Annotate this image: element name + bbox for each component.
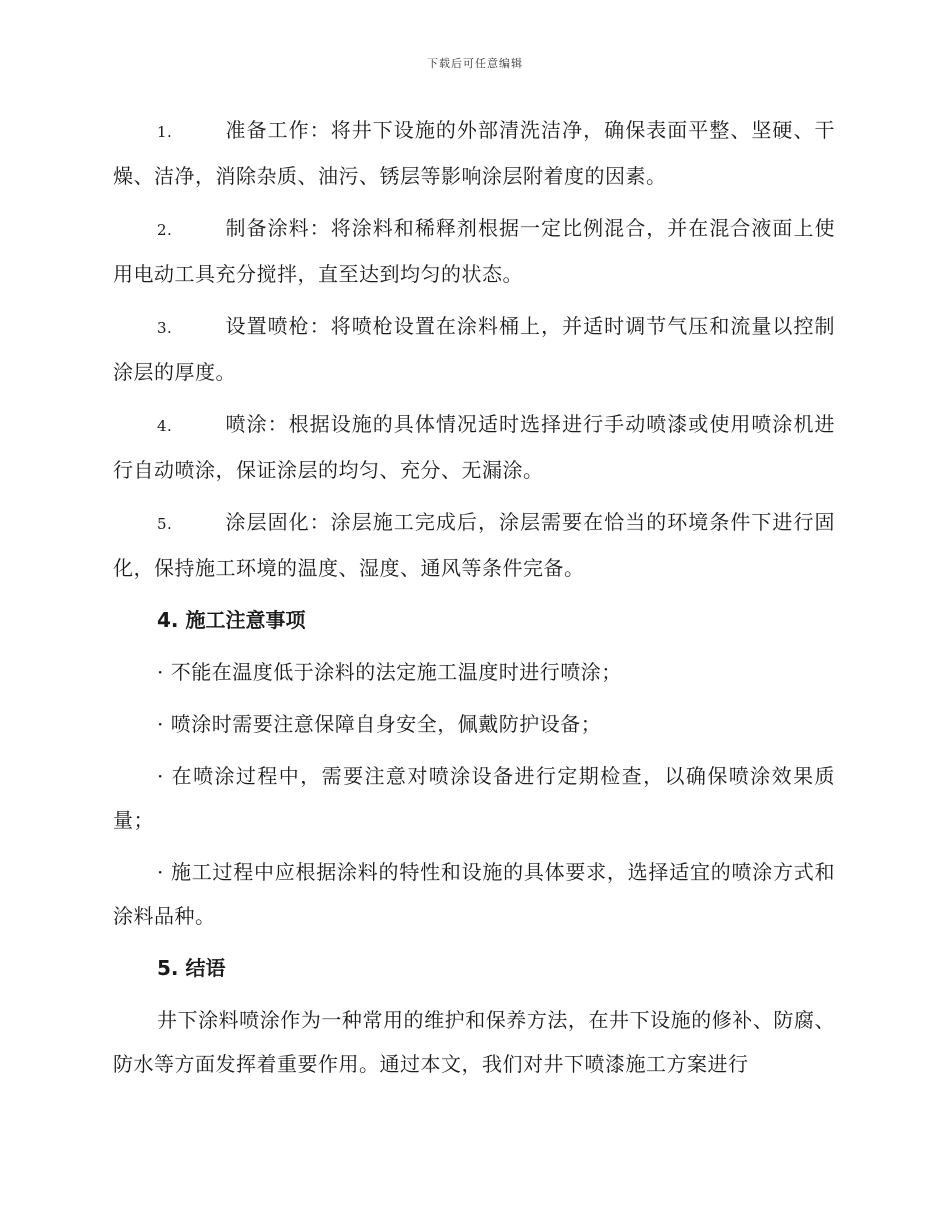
step-text: 制备涂料：将涂料和稀释剂根据一定比例混合，并在混合液面上使用电动工具充分搅拌，直至达到均匀的状态。 xyxy=(113,216,835,286)
section-title-conclusion: 5. 结语 xyxy=(157,956,226,980)
precaution-item: · 在喷涂过程中，需要注意对喷涂设备进行定期检查，以确保喷涂效果质量； xyxy=(113,764,835,832)
step-item xyxy=(113,500,835,590)
step-item xyxy=(113,402,835,492)
step-number: 4. xyxy=(157,417,173,435)
step-number: 2. xyxy=(157,221,173,239)
step-text: 准备工作：将井下设施的外部清洗洁净，确保表面平整、坚硬、干燥、洁净，消除杂质、油污、锈层等影响涂层附着度的因素。 xyxy=(113,118,835,188)
step-item xyxy=(113,206,835,296)
step-text: 设置喷枪：将喷枪设置在涂料桶上，并适时调节气压和流量以控制涂层的厚度。 xyxy=(113,314,835,384)
step-number: 3. xyxy=(157,319,173,337)
conclusion-paragraph: 井下涂料喷涂作为一种常用的维护和保养方法，在井下设施的修补、防腐、防水等方面发挥着重要作用。通过本文，我们对井下喷漆施工方案进行 xyxy=(113,1008,835,1076)
step-item xyxy=(113,304,835,394)
step-item xyxy=(113,108,835,198)
precaution-item: · 喷涂时需要注意保障自身安全，佩戴防护设备； xyxy=(157,712,602,736)
step-number: 1. xyxy=(157,123,173,141)
step-number: 5. xyxy=(157,515,173,533)
section-title-precautions: 4. 施工注意事项 xyxy=(157,608,306,632)
step-text: 涂层固化：涂层施工完成后，涂层需要在恰当的环境条件下进行固化，保持施工环境的温度、湿度、通风等条件完备。 xyxy=(113,510,835,580)
header-note: 下载后可任意编辑 xyxy=(427,57,523,70)
precaution-item: · 施工过程中应根据涂料的特性和设施的具体要求，选择适宜的喷涂方式和涂料品种。 xyxy=(113,860,835,928)
step-text: 喷涂：根据设施的具体情况适时选择进行手动喷漆或使用喷涂机进行自动喷涂，保证涂层的均匀、充分、无漏涂。 xyxy=(113,412,835,482)
document-content xyxy=(113,108,835,1094)
precaution-item: · 不能在温度低于涂料的法定施工温度时进行喷涂； xyxy=(157,660,622,684)
